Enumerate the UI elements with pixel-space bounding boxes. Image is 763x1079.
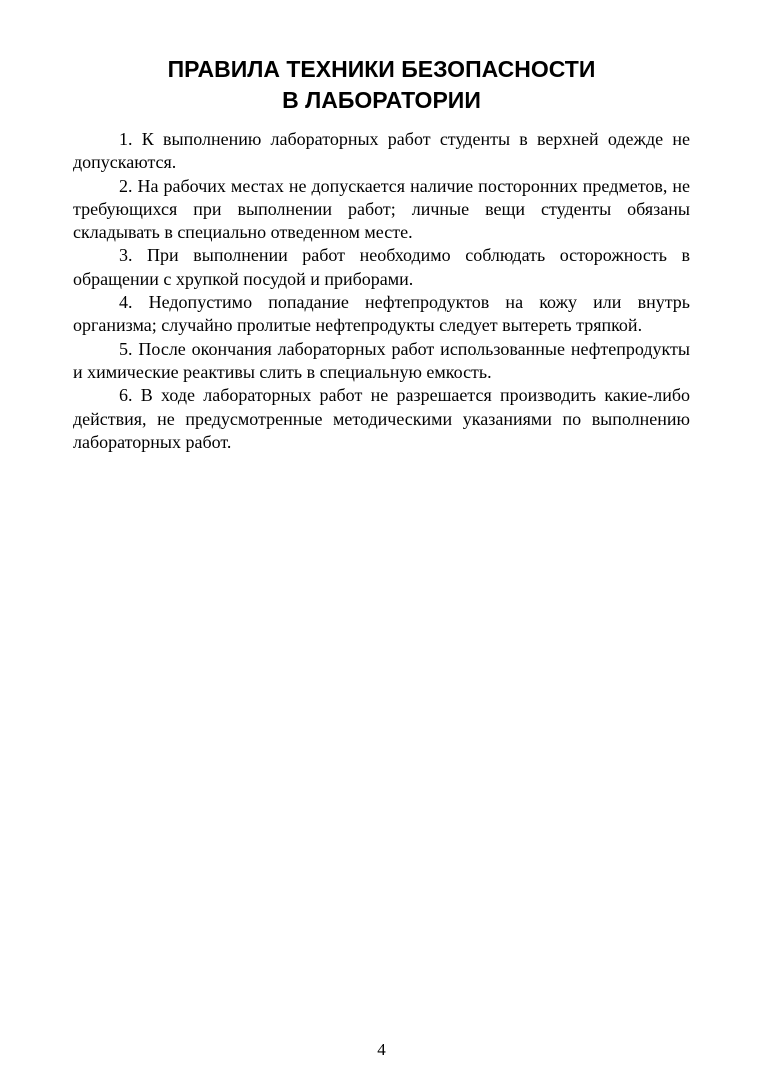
rule-paragraph: 2. На рабочих местах не допускается наличие посторонних предметов, не требующихся при выполнении работ; личные вещи студенты обязаны складывать в специально отведенном месте. xyxy=(73,175,690,243)
safety-rules-list xyxy=(73,128,690,454)
title-line-1: ПРАВИЛА ТЕХНИКИ БЕЗОПАСНОСТИ xyxy=(167,56,596,82)
rule-paragraph: 5. После окончания лабораторных работ использованные нефтепродукты и химические реактивы слить в специальную емкость. xyxy=(73,338,690,382)
title-line-2: В ЛАБОРАТОРИИ xyxy=(282,87,481,113)
rule-paragraph: 6. В ходе лабораторных работ не разрешается производить какие-либо действия, не предусмотренные методическими указаниями по выполнению лабораторных работ. xyxy=(73,385,690,452)
rule-paragraph: 4. Недопустимо попадание нефтепродуктов на кожу или внутрь организма; случайно пролитые нефтепродукты следует вытереть тряпкой. xyxy=(73,292,690,336)
page-title xyxy=(0,54,763,116)
rule-paragraph: 3. При выполнении работ необходимо соблюдать осторожность в обращении с хрупкой посудой и приборами. xyxy=(73,245,690,289)
page-number: 4 xyxy=(377,1040,386,1059)
rule-paragraph: 1. К выполнению лабораторных работ студенты в верхней одежде не допускаются. xyxy=(73,129,690,173)
